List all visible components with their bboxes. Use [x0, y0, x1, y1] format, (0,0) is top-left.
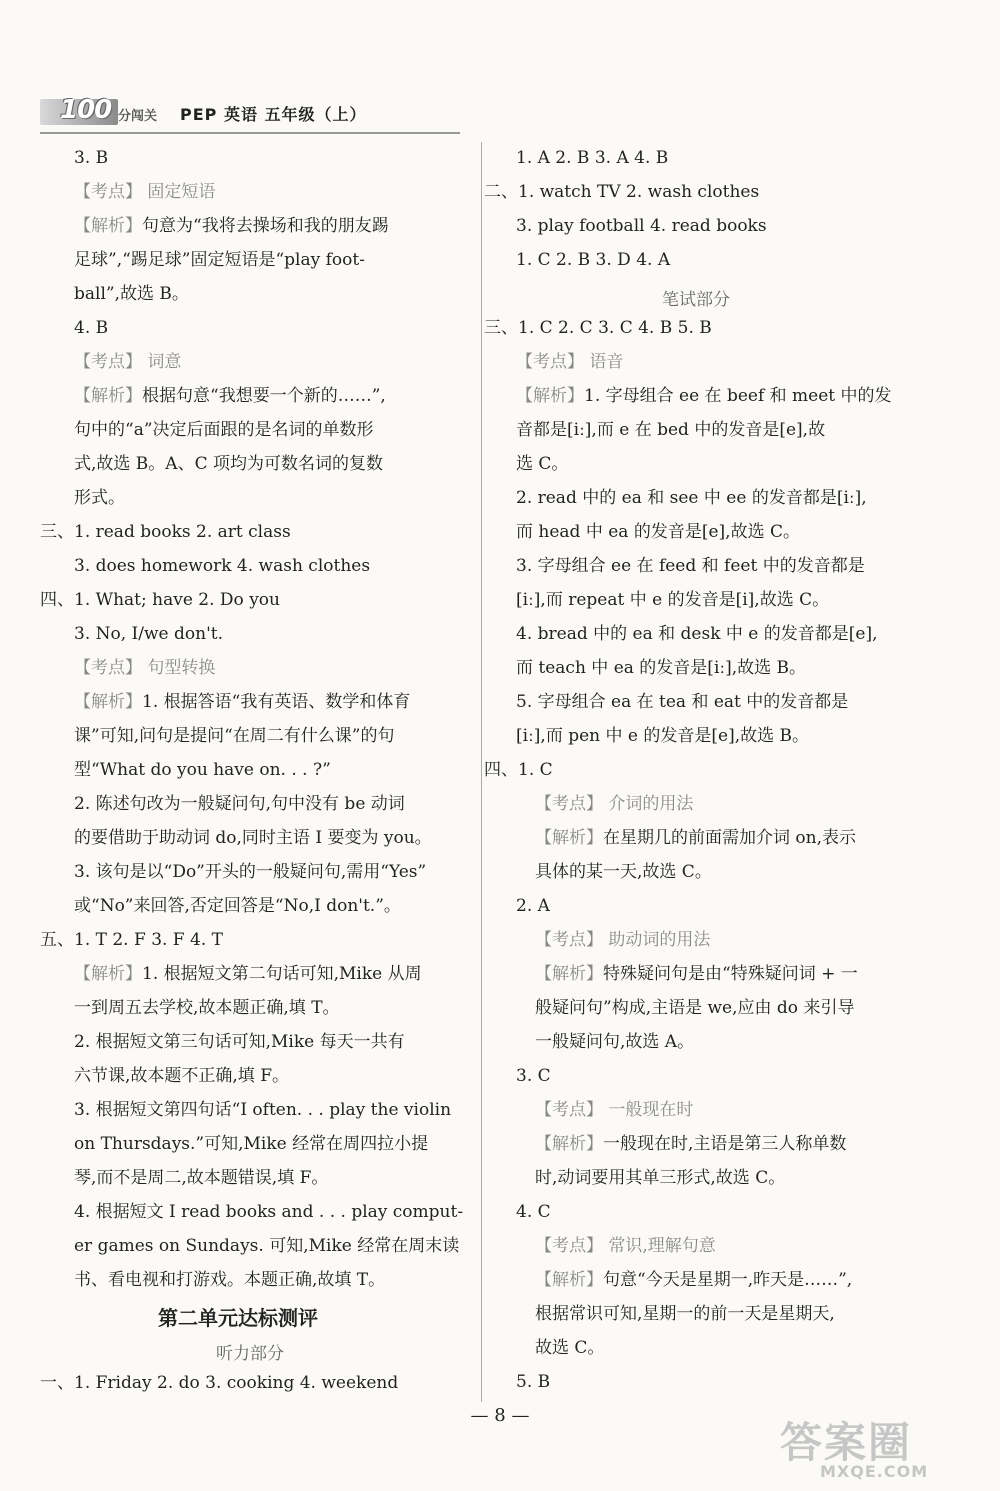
tag-label: 【解析】: [535, 828, 603, 848]
answer-line: 型“What do you have on. . . ?”: [74, 760, 331, 780]
tag-content: 一般现在时: [603, 1100, 694, 1120]
tag-content: 1. 字母组合 ee 在 beef 和 meet 中的发: [584, 386, 892, 406]
answer-line: 2. read 中的 ea 和 see 中 ee 的发音都是[iː],: [516, 488, 867, 508]
answer-line: [535, 794, 693, 814]
tag-label: 【考点】: [535, 930, 603, 950]
answer-line: [535, 930, 710, 950]
tag-content: 语音: [584, 352, 624, 372]
column-divider: [481, 142, 482, 1402]
answer-line: 五、1. T 2. F 3. F 4. T: [40, 930, 223, 950]
tag-label: 【考点】: [74, 658, 142, 678]
answer-line: 的要借助于助动词 do,同时主语 I 要变为 you。: [74, 828, 432, 848]
answer-line: 二、1. watch TV 2. wash clothes: [484, 182, 760, 202]
answer-line: 选 C。: [516, 454, 569, 474]
answer-line: 而 teach 中 ea 的发音是[iː],故选 B。: [516, 658, 807, 678]
logo-number: 100: [60, 95, 112, 125]
answer-line: 3. 根据短文第四句话“I often. . . play the violin: [74, 1100, 452, 1120]
tag-label: 【解析】: [535, 1134, 603, 1154]
tag-content: 介词的用法: [603, 794, 694, 814]
section-title: 第二单元达标测评: [158, 1306, 318, 1330]
header-divider: [40, 132, 460, 134]
answer-line: 1. C 2. B 3. D 4. A: [516, 250, 671, 270]
tag-content: 句型转换: [142, 658, 216, 678]
tag-label: 【解析】: [74, 386, 142, 406]
tag-content: 句意“今天是星期一,昨天是……”,: [603, 1270, 853, 1290]
answer-line: 般疑问句”构成,主语是 we,应由 do 来引导: [535, 998, 855, 1018]
answer-line: 句中的“a”决定后面跟的是名词的单数形: [74, 420, 374, 440]
book-title: PEP 英语 五年级（上）: [180, 105, 367, 124]
answer-line: er games on Sundays. 可知,Mike 经常在周末读: [74, 1236, 460, 1256]
answer-line: [535, 828, 856, 848]
answer-line: 课”可知,问句是提问“在周二有什么课”的句: [74, 726, 395, 746]
answer-line: 音都是[iː],而 e 在 bed 中的发音是[e],故: [516, 420, 826, 440]
tag-label: 【考点】: [74, 352, 142, 372]
page-header: [40, 95, 460, 129]
answer-line: 四、1. What; have 2. Do you: [40, 590, 280, 610]
answer-line: [74, 182, 215, 202]
listening-subtitle: 听力部分: [216, 1344, 284, 1364]
tag-label: 【解析】: [74, 692, 142, 712]
answer-line: [535, 1236, 716, 1256]
answer-line: 5. 字母组合 ea 在 tea 和 eat 中的发音都是: [516, 692, 849, 712]
answer-line: [516, 386, 892, 406]
answer-line: 六节课,故本题不正确,填 F。: [74, 1066, 290, 1086]
answer-line: [iː],而 pen 中 e 的发音是[e],故选 B。: [516, 726, 810, 746]
tag-content: 在星期几的前面需加介词 on,表示: [603, 828, 856, 848]
answer-line: 3. No, I/we don't.: [74, 624, 223, 644]
answer-line: 一般疑问句,故选 A。: [535, 1032, 695, 1052]
tag-content: 句意为“我将去操场和我的朋友踢: [142, 216, 389, 236]
tag-content: 1. 根据短文第二句话可知,Mike 从周: [142, 964, 422, 984]
logo-subtitle: 分闯关: [118, 109, 158, 124]
written-subtitle: 笔试部分: [662, 290, 730, 310]
tag-label: 【考点】: [535, 794, 603, 814]
tag-label: 【解析】: [74, 216, 142, 236]
answer-line: 或“No”来回答,否定回答是“No,I don't.”。: [74, 896, 401, 916]
answer-line: ball”,故选 B。: [74, 284, 189, 304]
tag-content: 1. 根据答语“我有英语、数学和体育: [142, 692, 411, 712]
answer-line: 三、1. C 2. C 3. C 4. B 5. B: [484, 318, 712, 338]
tag-label: 【解析】: [74, 964, 142, 984]
answer-line: 5. B: [516, 1372, 551, 1392]
answer-line: 一到周五去学校,故本题正确,填 T。: [74, 998, 340, 1018]
tag-content: 特殊疑问句是由“特殊疑问词 + 一: [603, 964, 858, 984]
answer-line: 4. C: [516, 1202, 551, 1222]
answer-line: 3. play football 4. read books: [516, 216, 767, 236]
answer-line: 琴,而不是周二,故本题错误,填 F。: [74, 1168, 329, 1188]
tag-content: 根据句意“我想要一个新的……”,: [142, 386, 386, 406]
tag-content: 助动词的用法: [603, 930, 711, 950]
tag-label: 【解析】: [516, 386, 584, 406]
answer-line: 形式。: [74, 488, 125, 508]
answer-line: 4. B: [74, 318, 109, 338]
answer-line: 式,故选 B。A、C 项均为可数名词的复数: [74, 454, 383, 474]
page-number: — 8 —: [470, 1405, 530, 1426]
answer-line: [74, 386, 386, 406]
tag-label: 【解析】: [535, 964, 603, 984]
answer-line: 时,动词要用其单三形式,故选 C。: [535, 1168, 786, 1188]
answer-line: on Thursdays.”可知,Mike 经常在周四拉小提: [74, 1134, 429, 1154]
watermark-logo: 答案圈: [780, 1418, 913, 1467]
watermark-site: MXQE.COM: [820, 1462, 929, 1481]
answer-line: 一、1. Friday 2. do 3. cooking 4. weekend: [40, 1373, 399, 1393]
tag-label: 【考点】: [74, 182, 142, 202]
answer-line: [535, 1100, 693, 1120]
answer-line: 4. bread 中的 ea 和 desk 中 e 的发音都是[e],: [516, 624, 878, 644]
tag-label: 【考点】: [516, 352, 584, 372]
answer-line: 3. B: [74, 148, 109, 168]
tag-content: 固定短语: [142, 182, 216, 202]
answer-line: 书、看电视和打游戏。本题正确,故填 T。: [74, 1270, 386, 1290]
tag-content: 一般现在时,主语是第三人称单数: [603, 1134, 847, 1154]
answer-line: 1. A 2. B 3. A 4. B: [516, 148, 669, 168]
answer-line: 3. 字母组合 ee 在 feed 和 feet 中的发音都是: [516, 556, 865, 576]
answer-line: [iː],而 repeat 中 e 的发音是[i],故选 C。: [516, 590, 830, 610]
answer-line: 故选 C。: [535, 1338, 605, 1358]
answer-line: [74, 964, 422, 984]
answer-line: 4. 根据短文 I read books and . . . play comput-: [74, 1202, 464, 1222]
answer-line: 而 head 中 ea 的发音是[e],故选 C。: [516, 522, 800, 542]
answer-line: 足球”,“踢足球”固定短语是“play foot-: [74, 250, 365, 270]
answer-line: [74, 692, 410, 712]
answer-line: [74, 352, 181, 372]
answer-line: 根据常识可知,星期一的前一天是星期天,: [535, 1304, 835, 1324]
answer-line: 3. C: [516, 1066, 551, 1086]
tag-label: 【考点】: [535, 1236, 603, 1256]
answer-line: 3. 该句是以“Do”开头的一般疑问句,需用“Yes”: [74, 862, 427, 882]
answer-line: 2. 陈述句改为一般疑问句,句中没有 be 动词: [74, 794, 405, 814]
answer-line: [535, 1134, 846, 1154]
answer-line: 2. A: [516, 896, 550, 916]
tag-content: 常识,理解句意: [603, 1236, 716, 1256]
tag-label: 【考点】: [535, 1100, 603, 1120]
answer-line: 2. 根据短文第三句话可知,Mike 每天一共有: [74, 1032, 405, 1052]
answer-line: 三、1. read books 2. art class: [40, 522, 291, 542]
answer-line: 3. does homework 4. wash clothes: [74, 556, 371, 576]
answer-line: [516, 352, 623, 372]
answer-line: [535, 964, 858, 984]
answer-line: [74, 216, 389, 236]
tag-label: 【解析】: [535, 1270, 603, 1290]
answer-line: 具体的某一天,故选 C。: [535, 862, 712, 882]
watermark: [780, 1410, 990, 1486]
answer-line: 四、1. C: [484, 760, 553, 780]
tag-content: 词意: [142, 352, 182, 372]
answer-line: [535, 1270, 852, 1290]
answer-line: [74, 658, 215, 678]
